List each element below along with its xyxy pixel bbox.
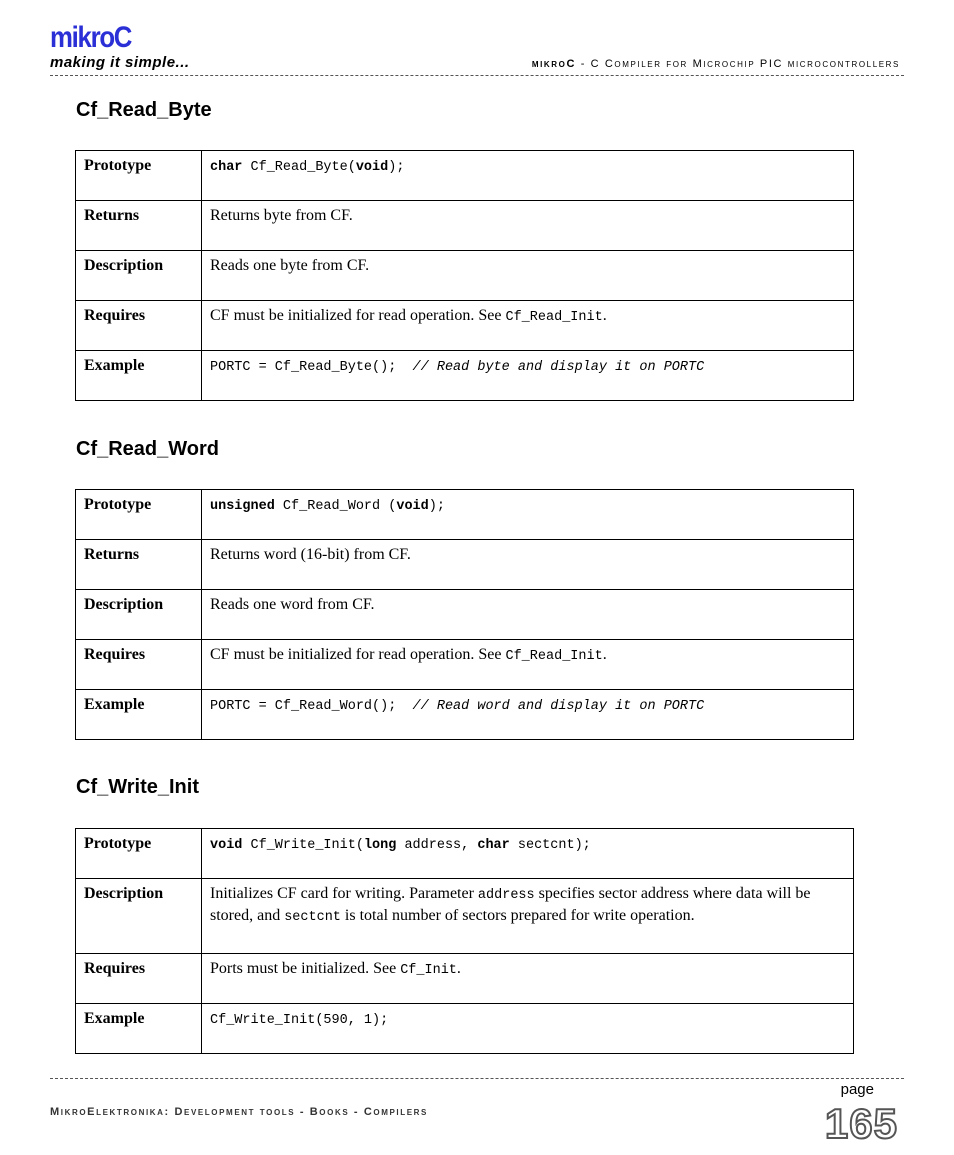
header-divider [50, 75, 904, 76]
returns-cell: Returns word (16-bit) from CF. [202, 540, 854, 590]
function-table [75, 150, 854, 401]
header-title [532, 58, 900, 70]
table-row [76, 640, 854, 690]
example-cell: Cf_Write_Init(590, 1); [202, 1004, 854, 1054]
description-cell: Initializes CF card for writing. Parameter address specifies sector address where data will be stored, and sectcnt is total number of sectors prepared for write operation. [202, 879, 854, 954]
description-cell: Reads one byte from CF. [202, 251, 854, 301]
table-row [76, 201, 854, 251]
page-label: page [840, 1081, 874, 1098]
table-row [76, 1004, 854, 1054]
row-label: Description [76, 251, 202, 301]
page-number: 165 [824, 1100, 898, 1147]
prototype-cell: void Cf_Write_Init(long address, char sectcnt); [202, 829, 854, 879]
requires-cell: CF must be initialized for read operation. See Cf_Read_Init. [202, 640, 854, 690]
returns-cell: Returns byte from CF. [202, 201, 854, 251]
mikroc-logo: mikroC [50, 21, 132, 54]
header-title-brand: mikroC [531, 58, 577, 70]
requires-cell: Ports must be initialized. See Cf_Init. [202, 954, 854, 1004]
example-cell: PORTC = Cf_Read_Byte(); // Read byte and display it on PORTC [202, 351, 854, 401]
table-row [76, 351, 854, 401]
footer-divider [50, 1078, 904, 1079]
row-label: Description [76, 590, 202, 640]
section-title: Cf_Write_Init [76, 776, 199, 798]
row-label: Example [76, 690, 202, 740]
tagline: making it simple... [50, 54, 190, 71]
prototype-cell: unsigned Cf_Read_Word (void); [202, 490, 854, 540]
table-row [76, 490, 854, 540]
row-label: Prototype [76, 829, 202, 879]
section-title: Cf_Read_Byte [76, 99, 212, 121]
row-label: Returns [76, 201, 202, 251]
table-row [76, 301, 854, 351]
row-label: Requires [76, 301, 202, 351]
footer-text: MikroElektronika: Development tools - Books - Compilers [50, 1106, 428, 1118]
function-table [75, 489, 854, 740]
row-label: Prototype [76, 151, 202, 201]
table-row [76, 590, 854, 640]
row-label: Requires [76, 640, 202, 690]
table-row [76, 251, 854, 301]
row-label: Requires [76, 954, 202, 1004]
table-row [76, 151, 854, 201]
section-title: Cf_Read_Word [76, 438, 219, 460]
table-row [76, 690, 854, 740]
table-row [76, 829, 854, 879]
row-label: Description [76, 879, 202, 954]
table-row [76, 879, 854, 954]
description-cell: Reads one word from CF. [202, 590, 854, 640]
row-label: Example [76, 351, 202, 401]
header-title-rest: - C Compiler for Microchip PIC microcontrollers [576, 58, 900, 70]
requires-cell: CF must be initialized for read operation. See Cf_Read_Init. [202, 301, 854, 351]
table-row [76, 954, 854, 1004]
row-label: Returns [76, 540, 202, 590]
table-row [76, 540, 854, 590]
row-label: Example [76, 1004, 202, 1054]
function-table [75, 828, 854, 1054]
example-cell: PORTC = Cf_Read_Word(); // Read word and display it on PORTC [202, 690, 854, 740]
prototype-cell: char Cf_Read_Byte(void); [202, 151, 854, 201]
row-label: Prototype [76, 490, 202, 540]
